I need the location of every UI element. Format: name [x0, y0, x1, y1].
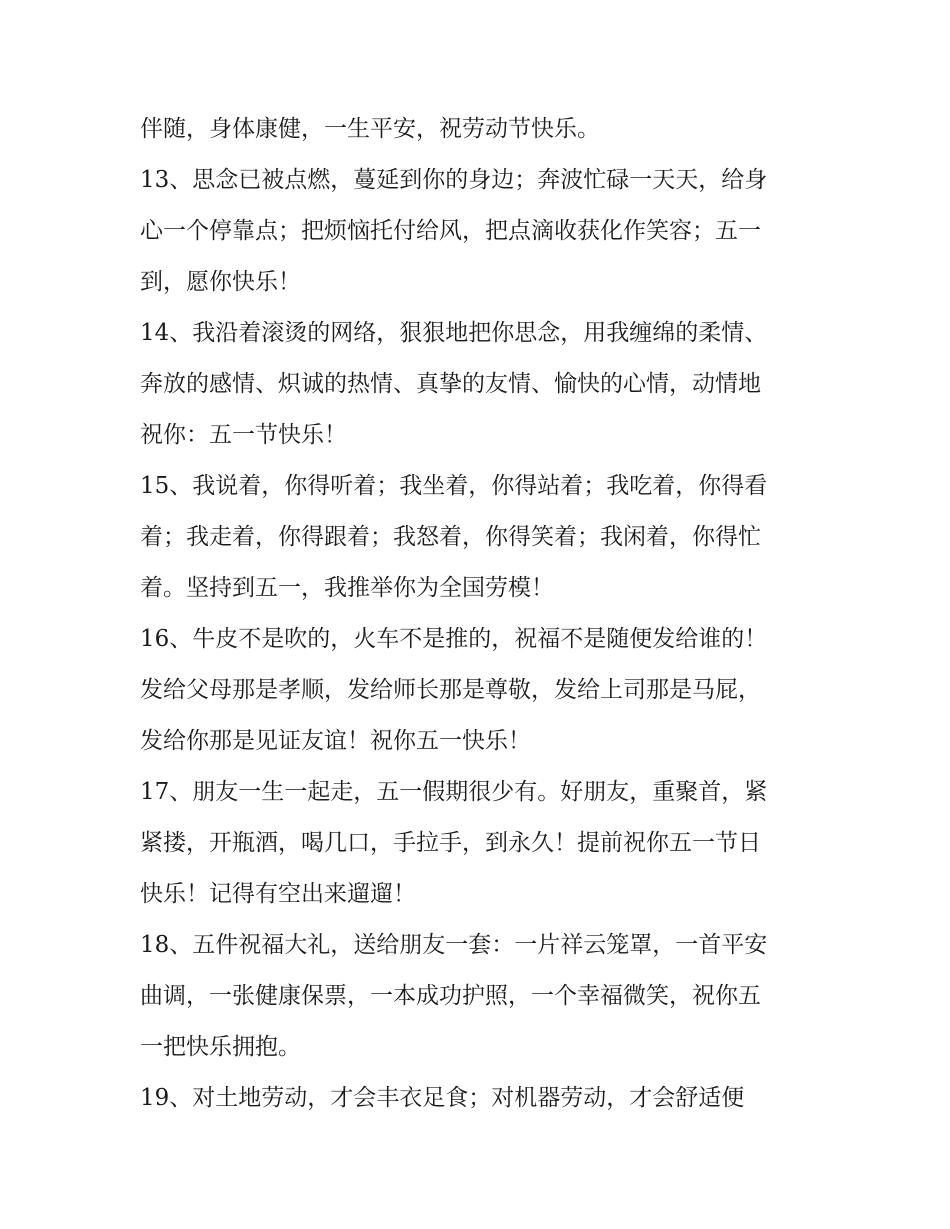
- text-line-20: 19、对土地劳动，才会丰衣足食；对机器劳动，才会舒适便: [140, 1085, 745, 1111]
- text-line-13: 发给你那是见证友谊！祝你五一快乐！: [140, 728, 531, 754]
- text-line-18: 曲调，一张健康保票，一本成功护照，一个幸福微笑，祝你五: [140, 983, 761, 1009]
- text-line-11: 16、牛皮不是吹的，火车不是推的，祝福不是随便发给谁的！: [140, 626, 768, 652]
- text-line-10: 着。坚持到五一，我推举你为全国劳模！: [140, 575, 554, 601]
- text-line-15: 紧搂，开瓶酒，喝几口，手拉手，到永久！提前祝你五一节日: [140, 830, 761, 856]
- text-line-8: 15、我说着，你得听着；我坐着，你得站着；我吃着，你得看: [140, 473, 768, 499]
- text-line-1: 伴随，身体康健，一生平安，祝劳动节快乐。: [140, 116, 600, 142]
- text-line-3: 心一个停靠点；把烦恼托付给风，把点滴收获化作笑容；五一: [140, 218, 761, 244]
- text-line-2: 13、思念已被点燃，蔓延到你的身边；奔波忙碌一天天，给身: [140, 167, 768, 193]
- text-line-4: 到，愿你快乐！: [140, 269, 301, 295]
- text-line-16: 快乐！记得有空出来遛遛！: [140, 881, 416, 907]
- text-line-9: 着；我走着，你得跟着；我怒着，你得笑着；我闲着，你得忙: [140, 524, 761, 550]
- text-line-14: 17、朋友一生一起走，五一假期很少有。好朋友，重聚首，紧: [140, 779, 768, 805]
- text-line-12: 发给父母那是孝顺，发给师长那是尊敬，发给上司那是马屁，: [140, 677, 761, 703]
- document-body: [140, 104, 820, 1124]
- text-line-7: 祝你：五一节快乐！: [140, 422, 347, 448]
- text-line-5: 14、我沿着滚烫的网络，狠狠地把你思念，用我缠绵的柔情、: [140, 320, 768, 346]
- text-line-19: 一把快乐拥抱。: [140, 1034, 301, 1060]
- text-line-17: 18、五件祝福大礼，送给朋友一套：一片祥云笼罩，一首平安: [140, 932, 768, 958]
- text-line-6: 奔放的感情、炽诚的热情、真挚的友情、愉快的心情，动情地: [140, 371, 761, 397]
